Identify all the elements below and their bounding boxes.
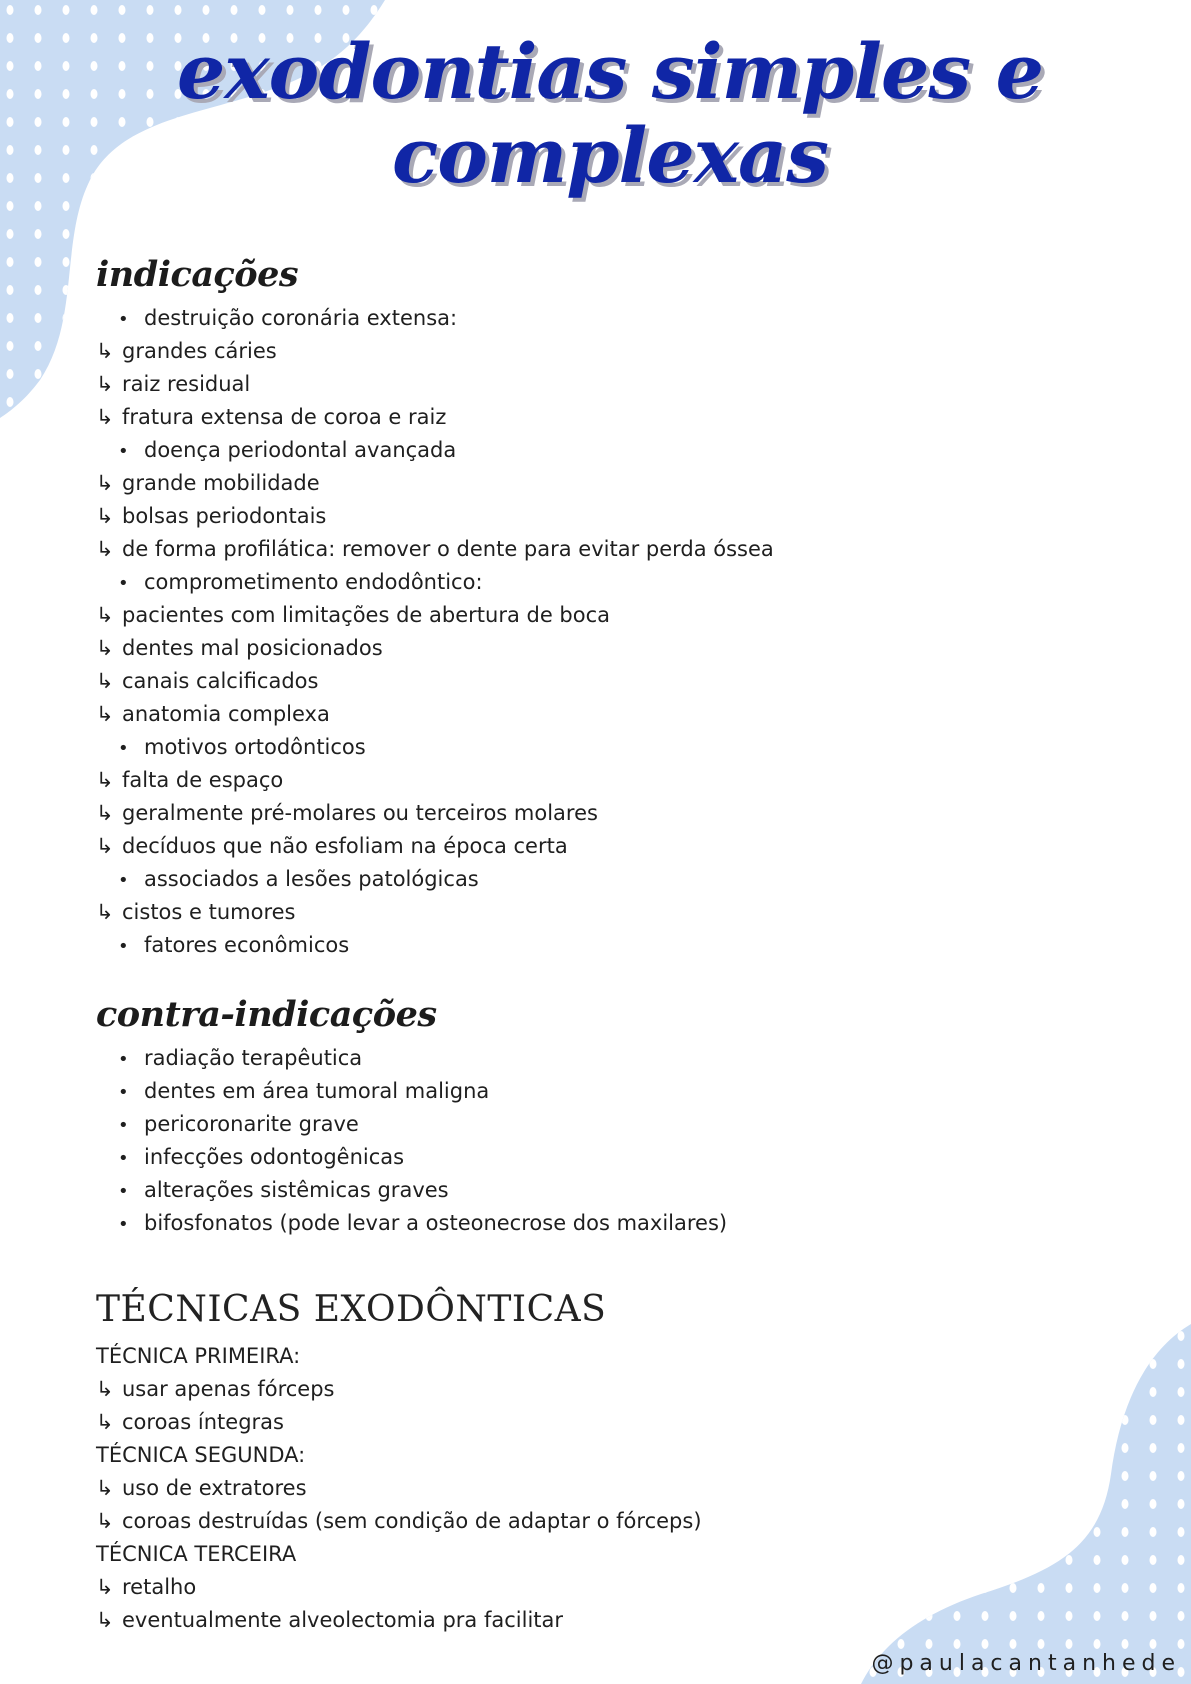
sub-item [96,698,1096,731]
item-text: doença periodontal avançada [144,438,457,462]
sub-item [96,797,1096,830]
item-text: TÉCNICA TERCEIRA [96,1542,297,1566]
page-title-line-1: exodontias simples e [177,27,1043,116]
bullet-icon: • [118,936,129,957]
sub-item [96,1373,1096,1406]
item-text: eventualmente alveolectomia pra facilitar [122,1608,564,1632]
bullet-item [96,1141,1096,1174]
bullet-icon: • [118,738,129,759]
sub-item [96,1472,1096,1505]
bullet-item [96,1108,1096,1141]
sub-item [96,500,1096,533]
bullet-item [96,929,1096,962]
arrow-return-icon: ↳ [96,504,114,528]
bullet-item [96,434,1096,467]
item-text: motivos ortodônticos [144,735,366,759]
item-text: retalho [122,1575,197,1599]
arrow-return-icon: ↳ [96,603,114,627]
bullet-item [96,1207,1096,1240]
arrow-return-icon: ↳ [96,405,114,429]
technique-label [96,1538,1096,1571]
arrow-return-icon: ↳ [96,636,114,660]
arrow-return-icon: ↳ [96,1377,114,1401]
arrow-return-icon: ↳ [96,900,114,924]
arrow-return-icon: ↳ [96,471,114,495]
item-text: pacientes com limitações de abertura de boca [122,603,611,627]
item-text: raiz residual [122,372,251,396]
item-text: bifosfonatos (pode levar a osteonecrose dos maxilares) [144,1211,728,1235]
item-text: grande mobilidade [122,471,320,495]
list-indicacoes [96,302,1096,962]
bullet-icon: • [118,573,129,594]
list-tecnicas [96,1340,1096,1637]
document-body [96,252,1096,1637]
page-title-line-2: complexas [391,111,829,200]
item-text: dentes em área tumoral maligna [144,1079,490,1103]
item-text: geralmente pré-molares ou terceiros molares [122,801,598,825]
item-text: TÉCNICA PRIMEIRA: [96,1344,301,1368]
section-heading-indicacoes: indicações [96,254,299,295]
sub-item [96,830,1096,863]
item-text: alterações sistêmicas graves [144,1178,449,1202]
item-text: fatores econômicos [144,933,350,957]
author-handle: @paulacantanhede [871,1651,1181,1676]
item-text: dentes mal posicionados [122,636,383,660]
item-text: usar apenas fórceps [122,1377,335,1401]
arrow-return-icon: ↳ [96,1509,114,1533]
arrow-return-icon: ↳ [96,1575,114,1599]
arrow-return-icon: ↳ [96,768,114,792]
item-text: grandes cáries [122,339,277,363]
item-text: associados a lesões patológicas [144,867,479,891]
sub-item [96,1604,1096,1637]
sub-item [96,401,1096,434]
section-heading-contra-indicacoes: contra-indicações [96,994,437,1035]
bullet-icon: • [118,309,129,330]
arrow-return-icon: ↳ [96,801,114,825]
bullet-item [96,566,1096,599]
arrow-return-icon: ↳ [96,834,114,858]
sub-item [96,533,1096,566]
list-contra-indicacoes [96,1042,1096,1240]
item-text: fratura extensa de coroa e raiz [122,405,447,429]
bullet-icon: • [118,870,129,891]
sub-item [96,764,1096,797]
item-text: uso de extratores [122,1476,307,1500]
sub-item [96,335,1096,368]
technique-label [96,1340,1096,1373]
sub-item [96,632,1096,665]
sub-item [96,665,1096,698]
page-title [160,27,1060,200]
arrow-return-icon: ↳ [96,1476,114,1500]
arrow-return-icon: ↳ [96,339,114,363]
item-text: destruição coronária extensa: [144,306,458,330]
sub-item [96,599,1096,632]
sub-item [96,1406,1096,1439]
item-text: anatomia complexa [122,702,330,726]
item-text: coroas destruídas (sem condição de adaptar o fórceps) [122,1509,702,1533]
arrow-return-icon: ↳ [96,1608,114,1632]
bullet-icon: • [118,1115,129,1136]
bullet-icon: • [118,1148,129,1169]
bullet-item [96,1042,1096,1075]
bullet-icon: • [118,441,129,462]
technique-label [96,1439,1096,1472]
item-text: cistos e tumores [122,900,296,924]
sub-item [96,368,1096,401]
item-text: pericoronarite grave [144,1112,359,1136]
bullet-item [96,1174,1096,1207]
bullet-icon: • [118,1181,129,1202]
arrow-return-icon: ↳ [96,669,114,693]
sub-item [96,1505,1096,1538]
bullet-item [96,1075,1096,1108]
item-text: decíduos que não esfoliam na época certa [122,834,568,858]
item-text: TÉCNICA SEGUNDA: [96,1443,306,1467]
section-heading-tecnicas: TÉCNICAS EXODÔNTICAS [96,1289,607,1330]
arrow-return-icon: ↳ [96,702,114,726]
arrow-return-icon: ↳ [96,537,114,561]
sub-item [96,1571,1096,1604]
item-text: canais calcificados [122,669,319,693]
bullet-item [96,863,1096,896]
sub-item [96,896,1096,929]
bullet-icon: • [118,1214,129,1235]
item-text: falta de espaço [122,768,284,792]
arrow-return-icon: ↳ [96,1410,114,1434]
bullet-item [96,731,1096,764]
item-text: comprometimento endodôntico: [144,570,483,594]
item-text: bolsas periodontais [122,504,327,528]
bullet-item [96,302,1096,335]
arrow-return-icon: ↳ [96,372,114,396]
sub-item [96,467,1096,500]
item-text: coroas íntegras [122,1410,284,1434]
bullet-icon: • [118,1082,129,1103]
item-text: radiação terapêutica [144,1046,363,1070]
item-text: infecções odontogênicas [144,1145,405,1169]
bullet-icon: • [118,1049,129,1070]
item-text: de forma profilática: remover o dente para evitar perda óssea [122,537,774,561]
